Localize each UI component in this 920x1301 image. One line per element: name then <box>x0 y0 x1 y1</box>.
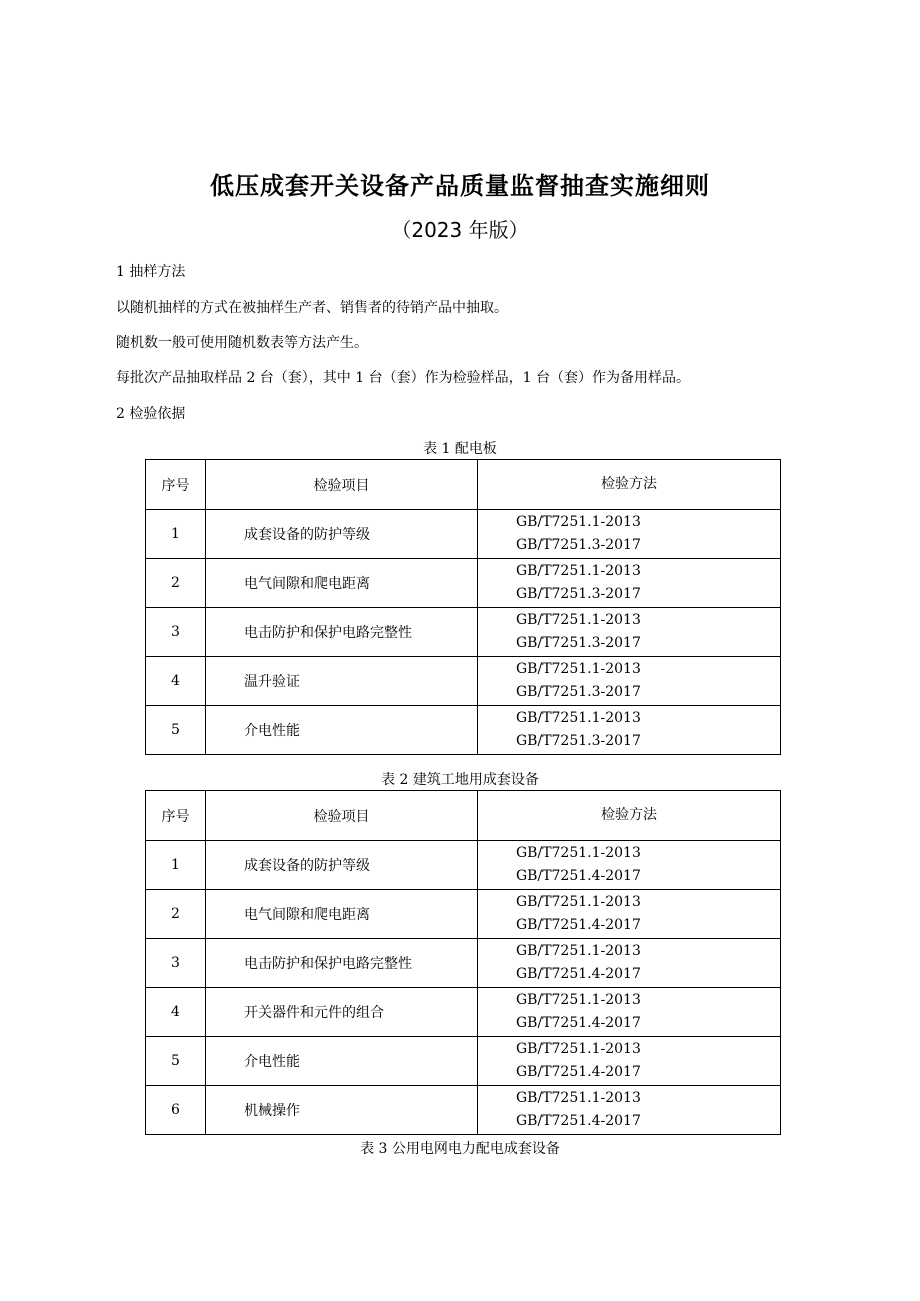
table-row <box>146 657 781 706</box>
standard-ref-1: GB/T7251.1-2013 <box>516 514 641 530</box>
section-1-paragraph-3: 每批次产品抽取样品 2 台（套），其中 1 台（套）作为检验样品，1 台（套）作为备用样品。 <box>116 370 690 386</box>
table-row <box>146 988 781 1037</box>
standard-ref-2: GB/T7251.3-2017 <box>516 537 641 553</box>
row-test-method <box>478 559 781 608</box>
header-test-item: 检验项目 <box>206 460 478 510</box>
row-number: 6 <box>146 1086 206 1135</box>
row-number: 3 <box>146 939 206 988</box>
standard-ref-2: GB/T7251.4-2017 <box>516 1064 641 1080</box>
table-2-caption: 表 2 建筑工地用成套设备 <box>381 772 539 788</box>
standard-ref-2: GB/T7251.4-2017 <box>516 917 641 933</box>
section-1-paragraph-2: 随机数一般可使用随机数表等方法产生。 <box>116 335 368 351</box>
row-test-method <box>478 510 781 559</box>
header-test-item: 检验项目 <box>206 791 478 841</box>
standard-ref-1: GB/T7251.1-2013 <box>516 710 641 726</box>
standard-ref-2: GB/T7251.4-2017 <box>516 1113 641 1129</box>
table-row <box>146 559 781 608</box>
section-2-heading: 2 检验依据 <box>116 406 186 422</box>
row-test-method <box>478 1086 781 1135</box>
row-test-item: 机械操作 <box>206 1086 478 1135</box>
standard-ref-1: GB/T7251.1-2013 <box>516 612 641 628</box>
standard-ref-1: GB/T7251.1-2013 <box>516 943 641 959</box>
header-test-method: 检验方法 <box>478 791 781 841</box>
row-test-item: 电气间隙和爬电距离 <box>206 890 478 939</box>
table-row <box>146 1037 781 1086</box>
document-subtitle: （2023 年版） <box>391 218 529 242</box>
table-row <box>146 608 781 657</box>
standard-ref-1: GB/T7251.1-2013 <box>516 894 641 910</box>
row-number: 5 <box>146 1037 206 1086</box>
section-1-heading: 1 抽样方法 <box>116 264 186 280</box>
row-number: 3 <box>146 608 206 657</box>
row-test-method <box>478 608 781 657</box>
row-number: 4 <box>146 988 206 1037</box>
standard-ref-2: GB/T7251.3-2017 <box>516 586 641 602</box>
table-row <box>146 841 781 890</box>
row-number: 1 <box>146 510 206 559</box>
table-header-row <box>146 791 781 841</box>
row-test-method <box>478 1037 781 1086</box>
standard-ref-1: GB/T7251.1-2013 <box>516 1041 641 1057</box>
table-header-row <box>146 460 781 510</box>
standard-ref-1: GB/T7251.1-2013 <box>516 563 641 579</box>
standard-ref-2: GB/T7251.4-2017 <box>516 868 641 884</box>
table-row <box>146 1086 781 1135</box>
row-test-item: 电气间隙和爬电距离 <box>206 559 478 608</box>
standard-ref-1: GB/T7251.1-2013 <box>516 845 641 861</box>
table-1 <box>145 459 781 755</box>
header-test-method: 检验方法 <box>478 460 781 510</box>
row-test-method <box>478 890 781 939</box>
row-test-method <box>478 988 781 1037</box>
table-2 <box>145 790 781 1135</box>
document-title: 低压成套开关设备产品质量监督抽查实施细则 <box>210 172 710 200</box>
row-number: 1 <box>146 841 206 890</box>
standard-ref-2: GB/T7251.3-2017 <box>516 635 641 651</box>
row-test-method <box>478 939 781 988</box>
standard-ref-1: GB/T7251.1-2013 <box>516 992 641 1008</box>
row-number: 5 <box>146 706 206 755</box>
header-serial-number: 序号 <box>146 460 206 510</box>
row-test-method <box>478 841 781 890</box>
row-test-item: 温升验证 <box>206 657 478 706</box>
table-1-caption: 表 1 配电板 <box>423 441 497 457</box>
standard-ref-2: GB/T7251.4-2017 <box>516 1015 641 1031</box>
row-test-item: 成套设备的防护等级 <box>206 510 478 559</box>
row-test-method <box>478 706 781 755</box>
row-number: 4 <box>146 657 206 706</box>
row-test-item: 电击防护和保护电路完整性 <box>206 608 478 657</box>
table-row <box>146 706 781 755</box>
row-test-item: 介电性能 <box>206 1037 478 1086</box>
standard-ref-2: GB/T7251.3-2017 <box>516 733 641 749</box>
row-number: 2 <box>146 559 206 608</box>
table-row <box>146 890 781 939</box>
standard-ref-1: GB/T7251.1-2013 <box>516 1090 641 1106</box>
section-1-paragraph-1: 以随机抽样的方式在被抽样生产者、销售者的待销产品中抽取。 <box>116 300 508 316</box>
standard-ref-2: GB/T7251.4-2017 <box>516 966 641 982</box>
row-number: 2 <box>146 890 206 939</box>
header-serial-number: 序号 <box>146 791 206 841</box>
standard-ref-2: GB/T7251.3-2017 <box>516 684 641 700</box>
row-test-item: 开关器件和元件的组合 <box>206 988 478 1037</box>
standard-ref-1: GB/T7251.1-2013 <box>516 661 641 677</box>
row-test-item: 成套设备的防护等级 <box>206 841 478 890</box>
row-test-item: 电击防护和保护电路完整性 <box>206 939 478 988</box>
table-row <box>146 939 781 988</box>
table-row <box>146 510 781 559</box>
table-3-caption: 表 3 公用电网电力配电成套设备 <box>360 1141 560 1157</box>
row-test-item: 介电性能 <box>206 706 478 755</box>
row-test-method <box>478 657 781 706</box>
